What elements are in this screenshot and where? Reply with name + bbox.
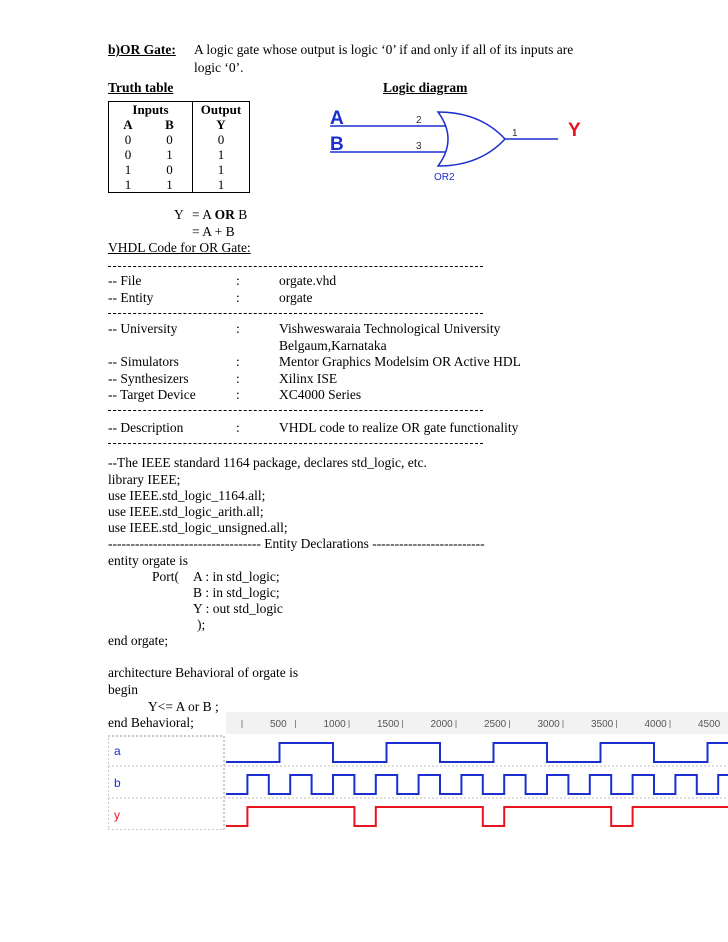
output-y-label: Y <box>568 120 581 141</box>
input-a-label: A <box>330 108 344 129</box>
col-header-b: B <box>165 117 174 132</box>
equation-line-1 <box>192 207 247 223</box>
logic-diagram-title: Logic diagram <box>383 80 468 95</box>
table-row <box>109 132 250 147</box>
signal-trace-y <box>226 807 728 826</box>
simulators-key: -- Simulators <box>108 354 179 369</box>
cell: 0 <box>193 132 250 147</box>
code-line: ---------------------------------- Entity Declarations ------------------------- <box>108 536 485 551</box>
tick-label: 4000 <box>644 719 667 730</box>
col-header-y: Y <box>193 117 250 132</box>
code-line: --The IEEE standard 1164 package, declares std_logic, etc. <box>108 455 427 470</box>
eq1-suffix: B <box>234 207 248 222</box>
colon: : <box>236 354 240 369</box>
truth-table <box>108 101 250 193</box>
code-line: library IEEE; <box>108 472 181 487</box>
cell: 1 <box>193 147 250 162</box>
colon: : <box>236 371 240 386</box>
colon: : <box>236 273 240 288</box>
eq1-prefix: = A <box>192 207 215 222</box>
or-gate-icon <box>438 112 505 166</box>
or-gate-diagram <box>320 100 620 190</box>
colon: : <box>236 420 240 435</box>
code-line: A : in std_logic; <box>193 569 280 584</box>
university-value-1: Vishweswaraia Technological University <box>279 321 501 336</box>
colon: : <box>236 387 240 402</box>
code-line: B : in std_logic; <box>193 585 280 600</box>
cell: 1 <box>166 177 173 192</box>
tick-label: 500 <box>270 719 287 730</box>
cell: 0 <box>124 147 132 162</box>
code-line: end orgate; <box>108 633 169 648</box>
colon: : <box>236 321 240 336</box>
synthesizers-key: -- Synthesizers <box>108 371 189 386</box>
section-heading: b)OR Gate: <box>108 42 176 57</box>
target-device-key: -- Target Device <box>108 387 196 402</box>
university-value-2: Belgaum,Karnataka <box>279 338 387 353</box>
entity-value: orgate <box>279 290 313 305</box>
waveform-panel <box>108 712 728 830</box>
description-key: -- Description <box>108 420 184 435</box>
code-line: use IEEE.std_logic_1164.all; <box>108 488 266 503</box>
tick-label: 3000 <box>537 719 560 730</box>
eq1-op: OR <box>214 207 235 222</box>
code-line: begin <box>108 682 138 697</box>
tick-label: 3500 <box>591 719 614 730</box>
file-key: -- File <box>108 273 142 288</box>
tick-label: 2500 <box>484 719 507 730</box>
colon: : <box>236 290 240 305</box>
entity-key: -- Entity <box>108 290 154 305</box>
simulators-value: Mentor Graphics Modelsim OR Active HDL <box>279 354 521 369</box>
cell: 1 <box>124 162 132 177</box>
table-row <box>109 162 250 177</box>
equation-lhs: Y <box>174 207 184 222</box>
signal-traces <box>226 743 728 826</box>
pin-a-number: 2 <box>416 115 422 126</box>
tick-label: 4500 <box>698 719 721 730</box>
table-row <box>109 147 250 162</box>
vhdl-title: VHDL Code for OR Gate: <box>108 240 251 255</box>
signal-trace-a <box>226 743 728 762</box>
signal-name-panel <box>108 736 224 830</box>
synthesizers-value: Xilinx ISE <box>279 371 338 386</box>
pin-b-number: 3 <box>416 141 422 152</box>
tick-label: 2000 <box>430 719 453 730</box>
divider <box>108 410 483 411</box>
cell: 0 <box>166 162 173 177</box>
tick-label: 1000 <box>323 719 346 730</box>
cell: 0 <box>166 132 173 147</box>
signal-label-b: b <box>114 776 121 790</box>
cell: 1 <box>193 177 250 193</box>
output-header: Output <box>193 102 250 118</box>
code-line: Y : out std_logic <box>193 601 283 616</box>
pin-out-number: 1 <box>512 128 518 139</box>
university-key: -- University <box>108 321 178 336</box>
divider <box>108 313 483 314</box>
gate-name-label: OR2 <box>434 172 455 183</box>
tick-label: 1500 <box>377 719 400 730</box>
code-line: Port( <box>152 569 179 584</box>
definition-line-2: logic ‘0’. <box>194 60 244 75</box>
cell: 0 <box>124 132 132 147</box>
description-value: VHDL code to realize OR gate functionality <box>279 420 519 435</box>
input-b-label: B <box>330 134 344 155</box>
divider <box>108 266 483 267</box>
signal-label-y: y <box>114 808 120 822</box>
code-line: use IEEE.std_logic_arith.all; <box>108 504 264 519</box>
code-line: end Behavioral; <box>108 715 194 730</box>
definition-line-1: A logic gate whose output is logic ‘0’ if and only if all of its inputs are <box>194 42 574 57</box>
truth-table-title: Truth table <box>108 80 174 95</box>
code-line: Y<= A or B ; <box>148 699 219 714</box>
cell: 1 <box>124 177 132 192</box>
inputs-header: Inputs <box>132 102 169 117</box>
equation-line-2: = A + B <box>192 224 235 239</box>
signal-label-a: a <box>114 744 121 758</box>
file-value: orgate.vhd <box>279 273 337 288</box>
signal-trace-b <box>226 775 728 794</box>
code-line: use IEEE.std_logic_unsigned.all; <box>108 520 288 535</box>
cell: 1 <box>166 147 173 162</box>
code-line: architecture Behavioral of orgate is <box>108 665 299 680</box>
cell: 1 <box>193 162 250 177</box>
col-header-a: A <box>123 117 133 132</box>
divider <box>108 443 483 444</box>
code-line: entity orgate is <box>108 553 188 568</box>
target-device-value: XC4000 Series <box>279 387 362 402</box>
code-line: ); <box>197 617 206 632</box>
table-row <box>109 177 250 193</box>
